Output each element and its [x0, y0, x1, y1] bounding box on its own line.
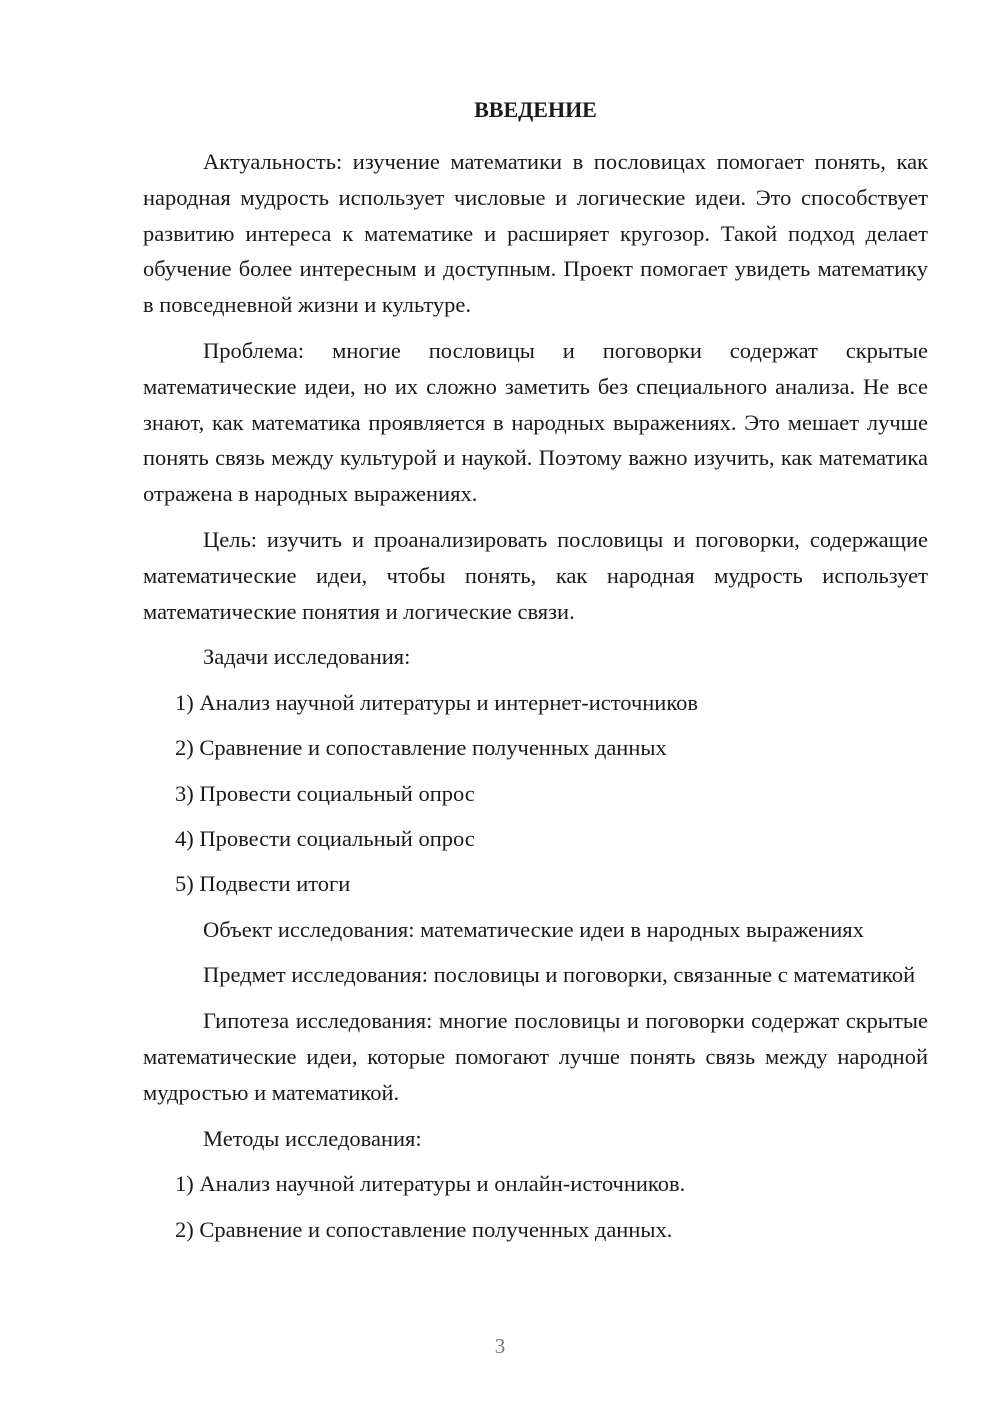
problem-paragraph: Проблема: многие пословицы и поговорки содержат скрытые математические идеи, но их сложно заметить без специального анализа. Не все знают, как математика проявляется в народных выражениях. Это мешает лучше понять связь между культурой и наукой. Поэтому важно изучить, как математика отражена в народных выражениях.: [143, 337, 928, 507]
subject-paragraph: Предмет исследования: пословицы и поговорки, связанные с математикой: [203, 962, 916, 988]
section-title: ВВЕДЕНИЕ: [474, 97, 597, 122]
task-item: 2) Сравнение и сопоставление полученных данных: [175, 735, 667, 761]
task-item: 1) Анализ научной литературы и интернет-источников: [175, 690, 699, 716]
tasks-heading: Задачи исследования:: [203, 644, 411, 670]
task-item: 5) Подвести итоги: [175, 871, 351, 897]
task-item: 4) Провести социальный опрос: [175, 826, 475, 852]
method-item: 1) Анализ научной литературы и онлайн-источников.: [175, 1171, 686, 1197]
object-paragraph: Объект исследования: математические идеи в народных выражениях: [203, 916, 864, 942]
tasks-list: [143, 685, 928, 902]
page-content: [143, 96, 928, 1257]
methods-heading: Методы исследования:: [203, 1125, 422, 1151]
methods-list: [143, 1166, 928, 1247]
page-number: 3: [494, 1334, 506, 1358]
method-item: 2) Сравнение и сопоставление полученных данных.: [175, 1216, 673, 1242]
task-item: 3) Провести социальный опрос: [175, 780, 475, 806]
goal-paragraph: Цель: изучить и проанализировать пословицы и поговорки, содержащие математические идеи, чтобы понять, как народная мудрость использует математические понятия и логические связи.: [143, 526, 928, 624]
relevance-paragraph: Актуальность: изучение математики в пословицах помогает понять, как народная мудрость использует числовые и логические идеи. Это способствует развитию интереса к математике и расширяет кругозор. Такой подход делает обучение более интересным и доступным. Проект помогает увидеть математику в повседневной жизни и культуре.: [143, 149, 928, 318]
hypothesis-paragraph: Гипотеза исследования: многие пословицы и поговорки содержат скрытые математические идеи, которые помогают лучше понять связь между народной мудростью и математикой.: [143, 1008, 928, 1105]
